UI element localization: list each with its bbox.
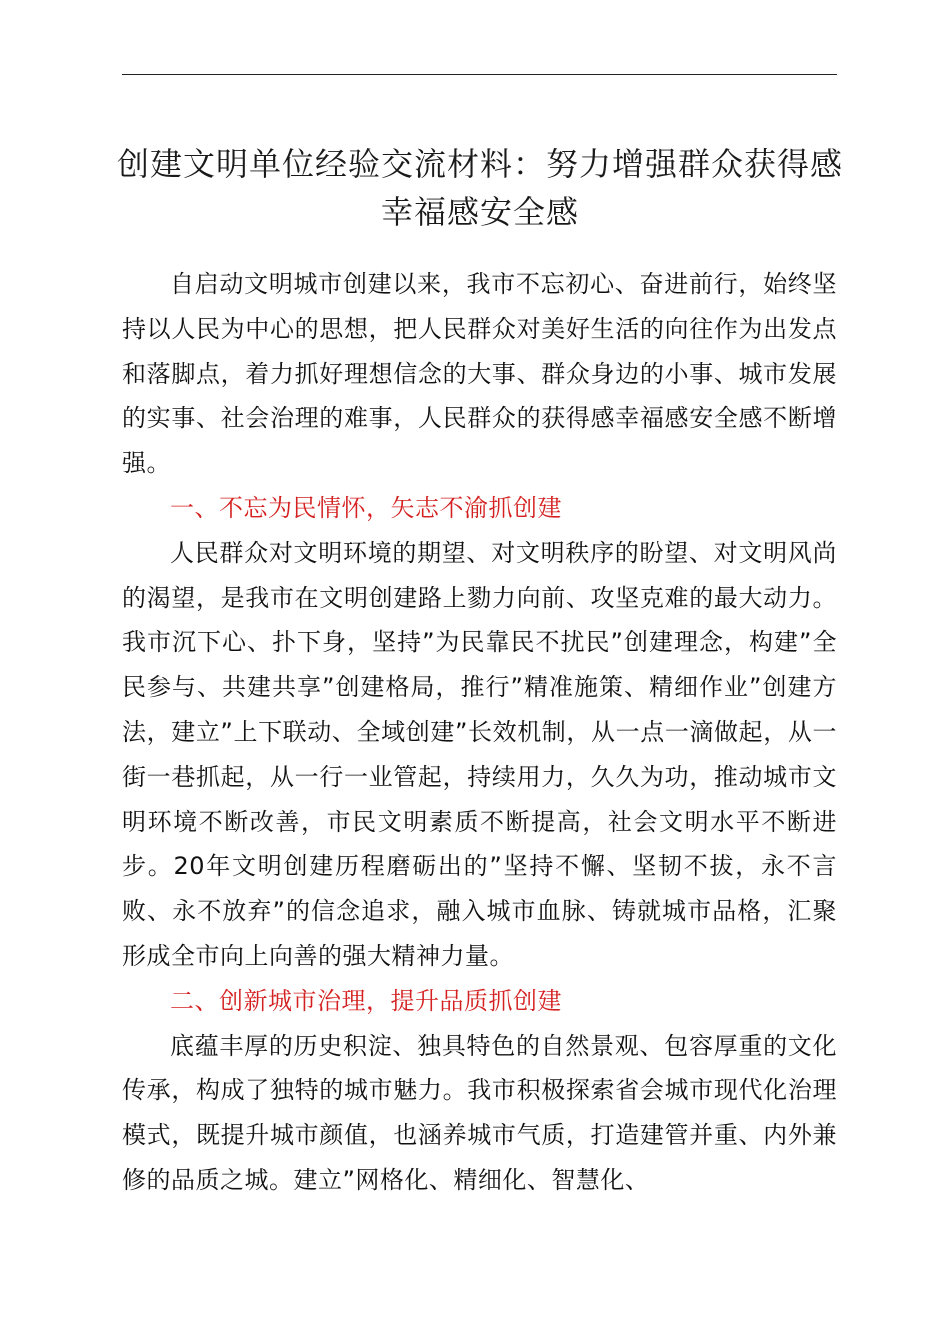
- header-rule: [122, 74, 837, 75]
- section-1-paragraph: 人民群众对文明环境的期望、对文明秩序的盼望、对文明风尚的渴望，是我市在文明创建路上勠力向前、攻坚克难的最大动力。我市沉下心、扑下身，坚持”为民靠民不扰民”创建理念，构建”全民参与、共建共享”创建格局，推行”精准施策、精细作业”创建方法，建立”上下联动、全域创建”长效机制，从一点一滴做起，从一街一巷抓起，从一行一业管起，持续用力，久久为功，推动城市文明环境不断改善，市民文明素质不断提高，社会文明水平不断进步。20年文明创建历程磨砺出的”坚持不懈、坚韧不拔，永不言败、永不放弃”的信念追求，融入城市血脉、铸就城市品格，汇聚形成全市向上向善的强大精神力量。: [122, 538, 837, 970]
- intro-paragraph: 自启动文明城市创建以来，我市不忘初心、奋进前行，始终坚持以人民为中心的思想，把人民群众对美好生活的向往作为出发点和落脚点，着力抓好理想信念的大事、群众身边的小事、城市发展的实事、社会治理的难事，人民群众的获得感幸福感安全感不断增强。: [122, 270, 837, 478]
- section-heading-2: 二、创新城市治理，提升品质抓创建: [170, 986, 562, 1015]
- section-2-paragraph: 底蕴丰厚的历史积淀、独具特色的自然景观、包容厚重的文化传承，构成了独特的城市魅力。我市积极探索省会城市现代化治理模式，既提升城市颜值，也涵养城市气质，打造建管并重、内外兼修的品质之城。建立”网格化、精细化、智慧化、: [122, 1031, 837, 1194]
- document-title: 创建文明单位经验交流材料：努力增强群众获得感幸福感安全感: [116, 145, 843, 231]
- section-heading-1: 一、不忘为民情怀，矢志不渝抓创建: [170, 493, 562, 522]
- document-body: [122, 262, 837, 1203]
